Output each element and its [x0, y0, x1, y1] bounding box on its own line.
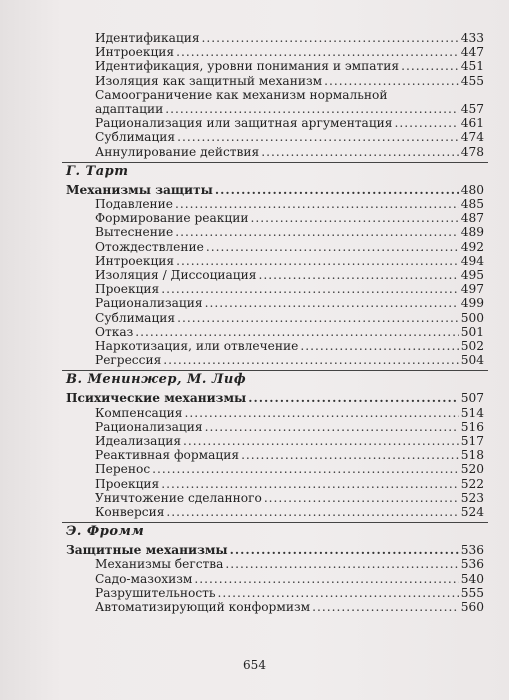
toc-entry-label: Уничтожение сделанного — [95, 490, 262, 505]
toc-entry-page: 474 — [460, 130, 484, 145]
toc-entry-label: Рационализация — [95, 419, 203, 434]
toc-entry-page: 457 — [460, 102, 484, 116]
toc-entry-label: Рационализация — [95, 296, 203, 311]
toc-entry-label: Садо-мазохизм — [95, 571, 193, 586]
leader-dots — [312, 599, 459, 615]
toc-entry-label: Компенсация — [95, 405, 183, 420]
toc-entry-page: 489 — [460, 225, 484, 240]
toc-entry-label: Регрессия — [95, 353, 162, 368]
chapter-page: 507 — [460, 391, 484, 406]
toc-entry-label: Идеализация — [95, 434, 182, 448]
toc-entry-page: 494 — [460, 253, 484, 268]
toc-entry-label: Проекция — [95, 282, 160, 297]
toc-entry-page: 495 — [460, 268, 484, 282]
toc-entry-label: Сублимация — [95, 310, 176, 325]
toc-entry-page: 447 — [460, 45, 484, 60]
chapter-label: Защитные механизмы — [66, 543, 228, 558]
toc-entry-page: 499 — [460, 296, 484, 311]
toc-entry-label: Изоляция / Диссоциация — [95, 268, 257, 282]
author-heading: В. Менинжер, М. Лиф — [66, 372, 247, 388]
toc-entry-label: Рационализация или защитная аргументация — [95, 116, 393, 131]
toc-entry-label: Самоограничение как механизм нормальной — [95, 87, 388, 102]
toc-entry-label: Конверсия — [95, 505, 165, 519]
toc-entry-label: Наркотизация, или отвлечение — [95, 339, 299, 353]
toc-entry-label: Вытеснение — [95, 225, 174, 240]
toc-entry-label: Сублимация — [95, 130, 176, 145]
toc-entry-page: 433 — [460, 31, 484, 45]
toc-entry — [95, 599, 484, 615]
toc-entry-page: 523 — [460, 490, 484, 505]
toc-entry-page: 502 — [460, 339, 484, 353]
toc-entry-page: 501 — [460, 324, 484, 339]
toc-entry-label: адаптации — [95, 102, 164, 116]
leader-dots — [261, 144, 459, 160]
toc-entry — [95, 504, 484, 520]
toc-entry-page: 555 — [460, 585, 484, 600]
toc-entry-page: 540 — [460, 571, 484, 586]
toc-entry-page: 500 — [460, 310, 484, 325]
toc-entry-label: Отказ — [95, 324, 134, 339]
chapter-label: Механизмы защиты — [66, 182, 213, 197]
author-heading: Э. Фромм — [66, 524, 145, 540]
toc-entry-label: Проекция — [95, 476, 160, 491]
toc-entry-page: 485 — [460, 197, 484, 211]
toc-entry-page: 520 — [460, 462, 484, 477]
toc-entry-page: 518 — [460, 448, 484, 463]
author-heading: Г. Тарт — [66, 163, 129, 179]
page-number: 654 — [243, 658, 266, 672]
toc-entry-page: 492 — [460, 239, 484, 254]
leader-dots — [163, 352, 458, 368]
chapter-page: 480 — [460, 182, 484, 197]
toc-entry — [95, 144, 484, 160]
toc-entry-page: 455 — [460, 73, 484, 88]
toc-entry — [95, 352, 484, 368]
toc-entry-label: Интроекция — [95, 253, 175, 268]
toc-entry-page: 560 — [460, 600, 484, 614]
toc-entry-label: Изоляция как защитный механизм — [95, 73, 323, 88]
toc-entry-page: 478 — [460, 144, 484, 159]
toc-entry-label: Реактивная формация — [95, 448, 240, 463]
chapter-label: Психические механизмы — [66, 391, 247, 406]
toc-entry-label: Идентификация, уровни понимания и эмпатия — [95, 59, 400, 74]
toc-entry-label: Перенос — [95, 462, 151, 477]
toc-entry-page: 461 — [460, 116, 484, 131]
toc-entry-page: 524 — [460, 505, 484, 519]
toc-entry-label: Отождествление — [95, 239, 204, 254]
toc-entry-page: 497 — [460, 282, 484, 297]
toc-entry-page: 514 — [460, 405, 484, 420]
toc-entry-page: 504 — [460, 353, 484, 368]
toc-entry-page: 451 — [460, 59, 484, 74]
toc-entry-label: Идентификация — [95, 31, 200, 45]
toc-entry-label: Формирование реакции — [95, 211, 249, 226]
toc-entry-page: 487 — [460, 211, 484, 226]
toc-entry-page: 517 — [460, 434, 484, 448]
toc-entry-label: Механизмы бегства — [95, 557, 224, 572]
toc-entry-label: Аннулирование действия — [95, 144, 260, 159]
leader-dots — [166, 504, 458, 520]
toc-entry-label: Разрушительность — [95, 585, 216, 600]
chapter-page: 536 — [460, 543, 484, 558]
toc-entry-label: Интроекция — [95, 45, 175, 60]
toc-entry-label: Подавление — [95, 197, 174, 211]
toc-entry-page: 522 — [460, 476, 484, 491]
toc-entry-label: Автоматизирующий конформизм — [95, 600, 311, 614]
toc-entry-page: 516 — [460, 419, 484, 434]
toc-entry-page: 536 — [460, 557, 484, 572]
